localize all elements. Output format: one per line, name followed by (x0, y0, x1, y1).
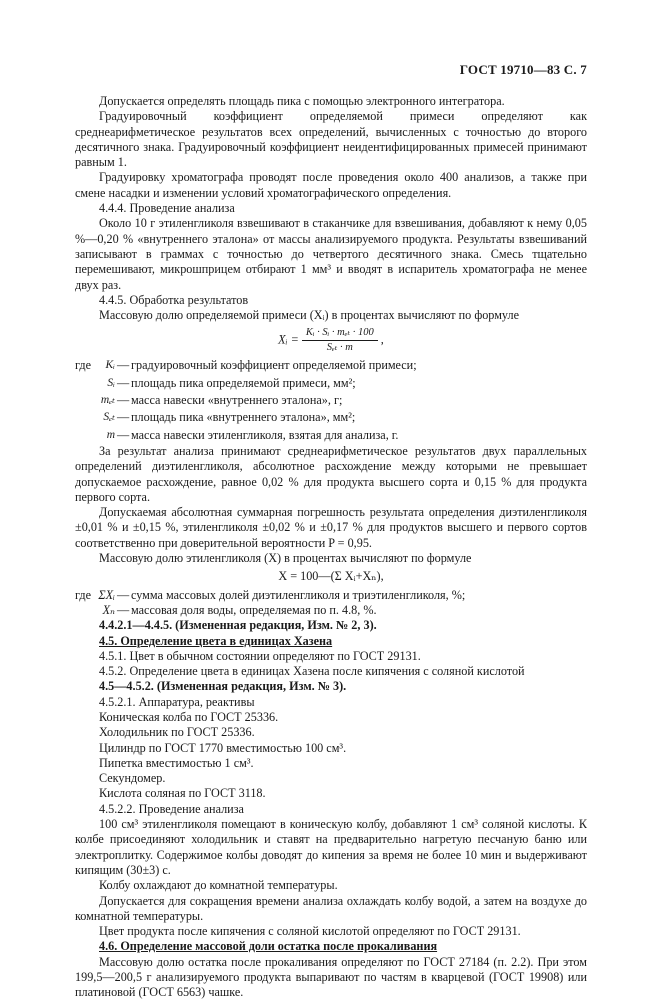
legend-dash: — (117, 375, 130, 390)
legend-prefix: где (75, 587, 92, 602)
paragraph: 4.5.1. Цвет в обычном состоянии определяют по ГОСТ 29131. (99, 648, 421, 663)
formula-legend-2 (75, 588, 587, 619)
legend-row (75, 358, 587, 373)
legend-text: площадь пика «внутреннего эталона», мм²; (131, 410, 356, 425)
legend-row (75, 410, 587, 425)
legend-dash: — (117, 587, 130, 602)
page-header: ГОСТ 19710—83 С. 7 (459, 62, 587, 77)
legend-symbol-cell (75, 428, 115, 443)
legend-text: сумма массовых долей диэтиленгликоля и триэтиленгликоля, %; (131, 587, 466, 602)
formula-fraction (302, 327, 378, 354)
formula-ethylene-glycol: X = 100—(Σ Xᵢ+Xₙ), (278, 569, 384, 584)
list-item: Холодильник по ГОСТ 25336. (99, 725, 255, 740)
legend-text: массовая доля воды, определяемая по п. 4.8, %. (131, 602, 377, 617)
section-heading: 4.5.2.1. Аппаратура, реактивы (99, 694, 255, 709)
legend-symbol: ΣXᵢ (98, 587, 115, 602)
paragraph: 100 см³ этиленгликоля помещают в коническую колбу, добавляют 1 см³ соляной кислоты. К колбе присоединяют холодильник и ставят на предварительно нагретую песчаную баню или электроплитку. Содержимое колбы доводят до кипения за время не более 10 мин и выдерживают кипящим (30±3) с. (75, 817, 587, 877)
legend-dash: — (117, 602, 130, 617)
section-heading: 4.4.5. Обработка результатов (99, 292, 249, 307)
paragraph: Около 10 г этиленгликоля взвешивают в стаканчике для взвешивания, добавляют к нему 0,05 %—0,20 % «внутреннего эталона» от массы анализируемого продукта. Результаты взвешиваний записывают в граммах с точностью до четвертого десятичного знака. Смесь тщательно перемешивают, микрошприцем отбирают 1 мм³ и вводят в испаритель хроматографа не менее двух раз. (75, 216, 587, 292)
legend-row (75, 588, 587, 603)
list-item: Секундомер. (99, 771, 166, 786)
legend-row (75, 428, 587, 443)
legend-symbol: m (106, 428, 115, 441)
amendment-note: 4.5—4.5.2. (Измененная редакция, Изм. № 3). (99, 679, 347, 694)
legend-dash: — (117, 358, 130, 373)
paragraph: Допускаемая абсолютная суммарная погрешность результата определения диэтиленгликоля ±0,01 % и ±0,15 %, этиленгликоля ±0,02 % и ±0,17 % для продуктов высшего и первого сортов соответственно при доверительной вероятности P = 0,95. (75, 505, 587, 550)
legend-symbol-cell (75, 393, 115, 408)
legend-dash: — (117, 410, 130, 425)
legend-symbol-cell (75, 410, 115, 425)
paragraph: Градуировочный коэффициент определяемой примеси определяют как среднеарифметическое результатов всех определений, вычисленных с точностью до второго десятичного знака. Градуировочный коэффициент неидентифицированных примесей принимают равным 1. (75, 109, 587, 170)
paragraph: Градуировку хроматографа проводят после проведения около 400 анализов, а также при смене насадки и изменении условий хроматографического определения. (75, 170, 587, 200)
formula-impurity (75, 327, 587, 354)
legend-text: площадь пика определяемой примеси, мм²; (131, 375, 356, 390)
paragraph: Колбу охлаждают до комнатной температуры. (99, 878, 338, 893)
legend-symbol: Sₑₜ (103, 411, 115, 424)
paragraph: Массовую долю определяемой примеси (Xᵢ) в процентах вычисляют по формуле (99, 308, 519, 323)
formula-legend (75, 358, 587, 442)
paragraph: За результат анализа принимают среднеарифметическое результатов двух параллельных определений диэтиленгликоля, абсолютное расхождение между которыми не превышает допускаемое расхождение, равное 0,02 % для продукта высшего сорта и 0,15 % для продукта первого сорта. (75, 443, 587, 504)
legend-dash: — (117, 427, 130, 442)
paragraph: 4.5.2. Определение цвета в единицах Хазена после кипячения с соляной кислотой (99, 664, 525, 679)
legend-symbol: Kᵢ (105, 359, 115, 372)
legend-row (75, 603, 587, 618)
legend-text: масса навески «внутреннего эталона», г; (131, 393, 343, 408)
amendment-note: 4.4.2.1—4.4.5. (Измененная редакция, Изм. № 2, 3). (99, 618, 377, 633)
list-item: Коническая колба по ГОСТ 25336. (99, 709, 279, 724)
legend-symbol-cell (75, 376, 115, 391)
paragraph: Цвет продукта после кипячения с соляной кислотой определяют по ГОСТ 29131. (99, 924, 521, 939)
legend-symbol-cell (75, 588, 115, 603)
legend-symbol: Sᵢ (107, 376, 115, 389)
list-item: Цилиндр по ГОСТ 1770 вместимостью 100 см³. (99, 740, 347, 755)
document-body (75, 94, 587, 1001)
formula-tail: , (380, 332, 384, 347)
section-heading: 4.6. Определение массовой доли остатка после прокаливания (99, 939, 438, 954)
paragraph: Допускается определять площадь пика с помощью электронного интегратора. (99, 94, 505, 108)
legend-row (75, 393, 587, 408)
section-heading: 4.4.4. Проведение анализа (99, 201, 235, 216)
list-item: Пипетка вместимостью 1 см³. (99, 755, 254, 770)
legend-symbol-cell (75, 603, 115, 618)
legend-symbol-cell (75, 358, 115, 373)
section-heading: 4.5.2.2. Проведение анализа (99, 801, 244, 816)
list-item: Кислота соляная по ГОСТ 3118. (99, 786, 266, 801)
formula-denominator: Sₑₜ · m (326, 342, 353, 354)
legend-text: градуировочный коэффициент определяемой примеси; (131, 358, 417, 373)
legend-symbol: Xₙ (102, 602, 115, 617)
paragraph: Допускается для сокращения времени анализа охлаждать колбу водой, а затем на воздухе до комнатной температуры. (75, 893, 587, 923)
legend-prefix: где (75, 358, 92, 373)
legend-text: масса навески этиленгликоля, взятая для анализа, г. (131, 427, 399, 442)
formula-lhs: Xᵢ = (278, 332, 299, 347)
section-heading: 4.5. Определение цвета в единицах Хазена (99, 633, 333, 648)
legend-dash: — (117, 393, 130, 408)
formula-numerator: Kᵢ · Sᵢ · mₑₜ · 100 (302, 327, 378, 341)
paragraph: Массовую долю этиленгликоля (X) в процентах вычисляют по формуле (99, 551, 472, 566)
legend-symbol: mₑₜ (100, 394, 115, 407)
paragraph: Массовую долю остатка после прокаливания определяют по ГОСТ 27184 (п. 2.2). При этом 199,5—200,5 г анализируемого продукта выпаривают по частям в кварцевой (ГОСТ 19908) или платиновой (ГОСТ 6563) чашке. (75, 954, 587, 1000)
legend-row (75, 376, 587, 391)
